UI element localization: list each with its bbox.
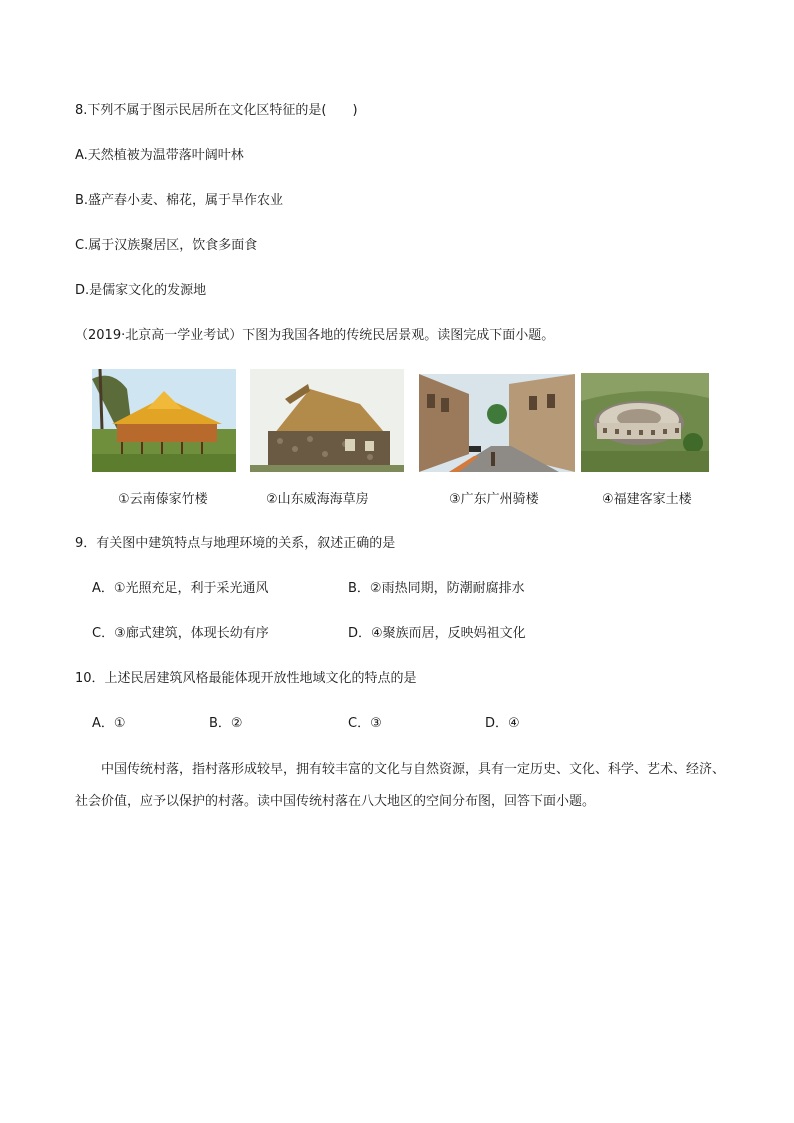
q9-option-d: D．④聚族而居，反映妈祖文化 xyxy=(348,626,526,641)
photo-dai-bamboo-house xyxy=(92,369,236,472)
photo-tulou xyxy=(581,373,709,472)
q9-option-b: B．②雨热同期，防潮耐腐排水 xyxy=(348,581,525,596)
q10-stem: 10．上述民居建筑风格最能体现开放性地域文化的特点的是 xyxy=(75,671,417,686)
q8-option-d: D.是儒家文化的发源地 xyxy=(75,283,207,298)
caption-2: ②山东威海海草房 xyxy=(266,492,369,507)
q10-option-b: B．② xyxy=(209,716,243,731)
photo-arcade-building xyxy=(419,374,575,472)
q8-stem: 8.下列不属于图示民居所在文化区特征的是( ) xyxy=(75,103,358,118)
caption-3: ③广东广州骑楼 xyxy=(449,492,539,507)
q9-option-a: A．①光照充足，利于采光通风 xyxy=(92,581,269,596)
section-intro: （2019·北京高一学业考试）下图为我国各地的传统民居景观。读图完成下面小题。 xyxy=(75,328,555,343)
q8-option-c: C.属于汉族聚居区，饮食多面食 xyxy=(75,238,258,253)
q10-option-c: C．③ xyxy=(348,716,382,731)
q10-option-d: D．④ xyxy=(485,716,520,731)
q9-option-c: C．③廊式建筑，体现长幼有序 xyxy=(92,626,269,641)
passage-paragraph: 中国传统村落，指村落形成较早，拥有较丰富的文化与自然资源，具有一定历史、文化、科学、艺术、经济、社会价值，应予以保护的村落。读中国传统村落在八大地区的空间分布图，回答下面小题。 xyxy=(75,762,726,809)
photo-seaweed-house xyxy=(250,369,404,472)
q8-option-b: B.盛产春小麦、棉花，属于旱作农业 xyxy=(75,193,284,208)
caption-1: ①云南傣家竹楼 xyxy=(118,492,208,507)
q10-option-a: A．① xyxy=(92,716,126,731)
caption-4: ④福建客家土楼 xyxy=(602,492,692,507)
q8-option-a: A.天然植被为温带落叶阔叶林 xyxy=(75,148,244,163)
q9-stem: 9．有关图中建筑特点与地理环境的关系，叙述正确的是 xyxy=(75,536,396,551)
